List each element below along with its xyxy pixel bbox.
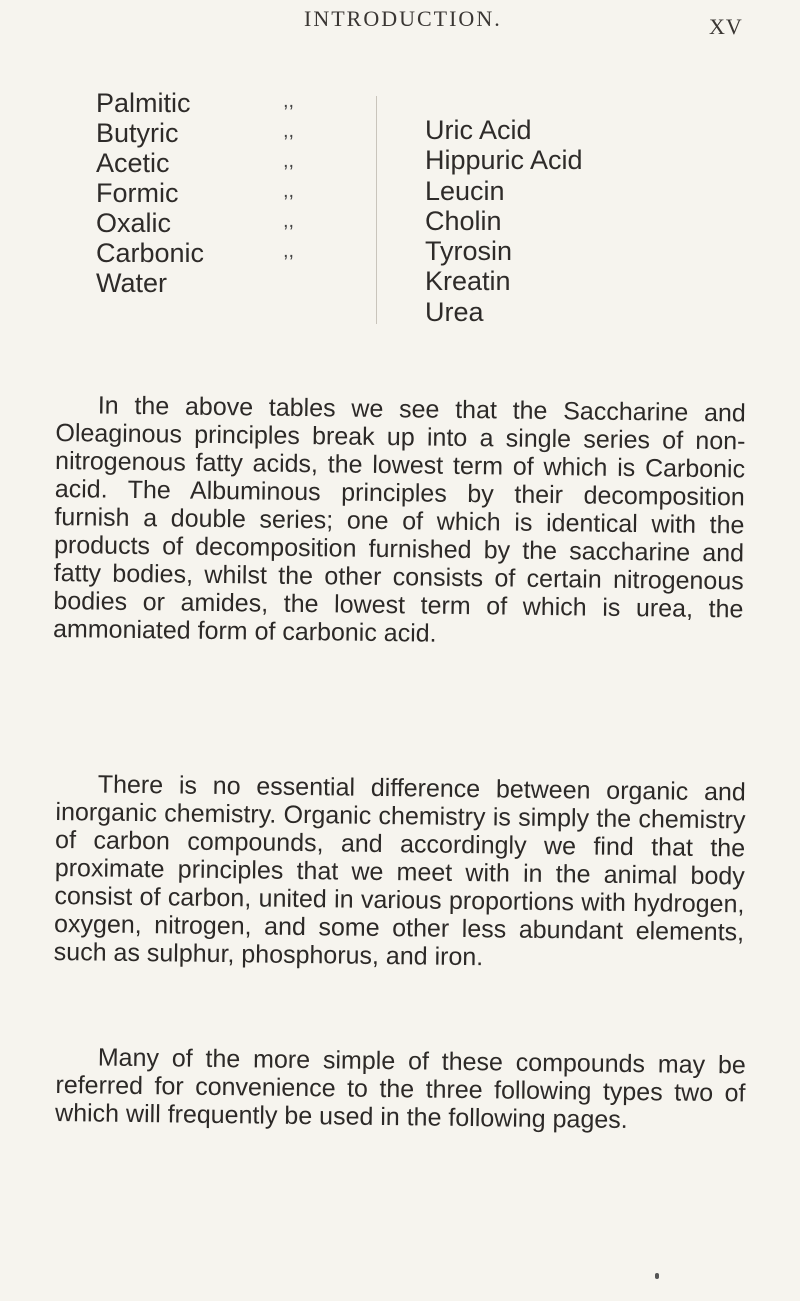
- list-item: Cholin: [425, 205, 502, 236]
- paragraph-compound-types: Many of the more simple of these compounds may be referred for convenience to the three following types two of which will frequently be used in the following pages.: [54, 1043, 746, 1134]
- paragraph-tables-summary: In the above tables we see that the Saccharine and Oleaginous principles break up into a single series of non-nitrogenous fatty acids, the lowest term of which is Carbonic acid. The Albuminous principles by their decomposition furnish a double series; one of which is identical with the products of decomposition furnished by the saccharine and fatty bodies, whilst the other consists of certain nitrogenous bodies or amides, the lowest term of which is urea, the ammoniated form of carbonic acid.: [52, 391, 746, 648]
- list-item: [96, 268, 336, 298]
- list-item: [96, 88, 336, 118]
- ditto-mark: ,,: [283, 150, 295, 172]
- list-item: [96, 118, 336, 148]
- list-item-name: Water: [96, 268, 168, 298]
- column-divider: [376, 96, 377, 324]
- ditto-mark: ,,: [283, 210, 295, 232]
- list-item: Tyrosin: [425, 236, 513, 267]
- list-item: Uric Acid: [425, 115, 532, 145]
- ink-mark: [655, 1273, 659, 1279]
- page-number: XV: [709, 14, 743, 39]
- ditto-mark: ,,: [283, 90, 295, 112]
- list-item-name: Oxalic: [96, 208, 172, 238]
- ditto-mark: ,,: [283, 240, 295, 262]
- list-item: Kreatin: [425, 266, 511, 297]
- running-head: [0, 6, 800, 46]
- list-item: Leucin: [425, 175, 505, 206]
- list-item-name: Palmitic: [96, 88, 191, 118]
- list-item-name: Carbonic: [96, 238, 205, 268]
- ditto-mark: ,,: [283, 180, 295, 202]
- fatty-acids-list: [96, 88, 336, 298]
- list-item: Hippuric Acid: [425, 145, 583, 176]
- list-item: [96, 148, 336, 178]
- list-item: [96, 238, 336, 268]
- list-item-name: Formic: [96, 178, 179, 208]
- list-item-name: Acetic: [96, 148, 170, 178]
- running-head-title: INTRODUCTION.: [304, 6, 502, 31]
- list-item-name: Butyric: [96, 118, 179, 148]
- list-item: Urea: [425, 296, 484, 327]
- nitrogenous-bodies-list: [425, 115, 745, 327]
- paragraph-organic-chemistry: There is no essential difference between organic and inorganic chemistry. Organic chemistry is simply the chemistry of carbon compounds, and accordingly we find that the proximate principles that we meet with in the animal body consist of carbon, united in various proportions with hydrogen, oxygen, nitrogen, and some other less abundant elements, such as sulphur, phosphorus, and iron.: [53, 770, 746, 972]
- ditto-mark: ,,: [283, 120, 295, 142]
- list-item: [96, 208, 336, 238]
- list-item: [96, 178, 336, 208]
